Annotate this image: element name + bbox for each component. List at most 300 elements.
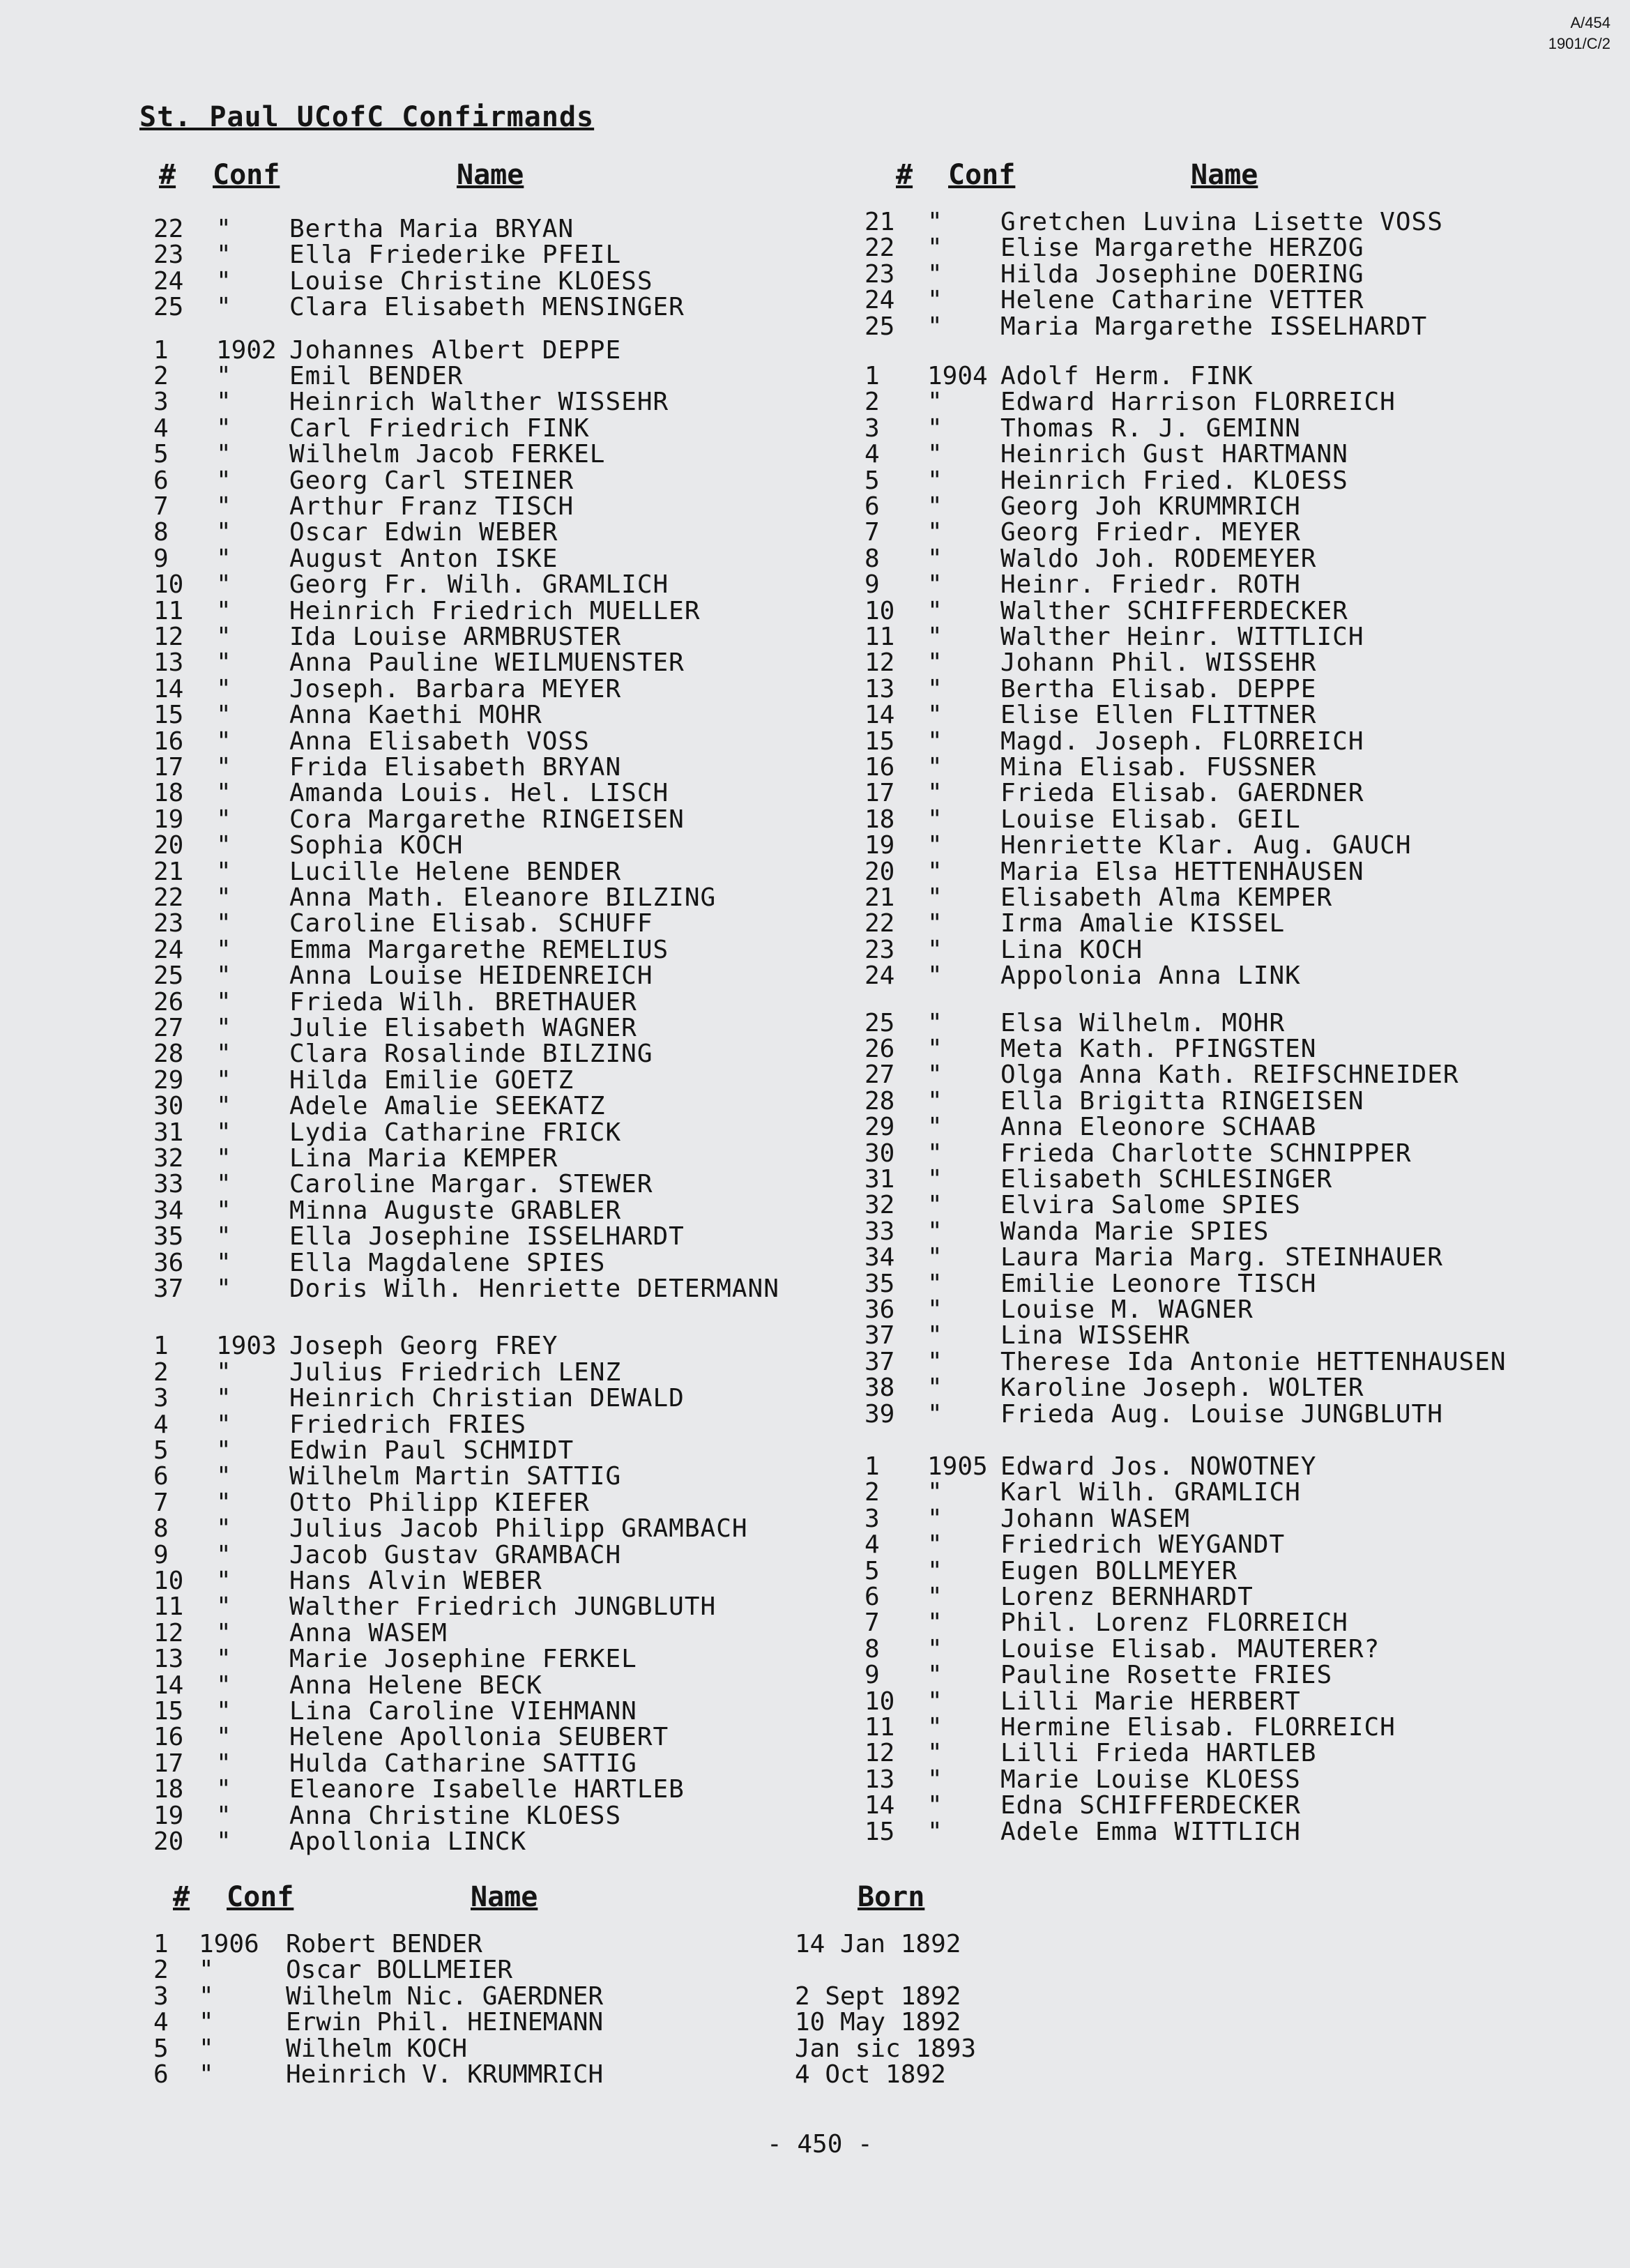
entry-number: 35	[864, 1269, 895, 1298]
entry-conf-year: "	[216, 1670, 231, 1700]
entry-name: Georg Joh KRUMMRICH	[1000, 492, 1301, 521]
bottom-header-conf: Conf	[227, 1881, 294, 1913]
entry-number: 23	[864, 259, 895, 289]
entry-conf-year: "	[927, 623, 943, 651]
entry-name: Edward Harrison FLORREICH	[1000, 388, 1396, 417]
entry-number: 32	[153, 1144, 184, 1173]
entry-conf-year: "	[216, 1248, 231, 1277]
entry-conf-year: "	[216, 1775, 231, 1804]
entry-conf-year: "	[927, 1217, 943, 1246]
entry-name: Marie Louise KLOESS	[1000, 1765, 1301, 1794]
entry-number: 18	[864, 805, 895, 834]
entry-conf-year: 1905	[927, 1452, 988, 1481]
entry-number: 13	[153, 648, 184, 678]
entry-name: Anna Louise HEIDENREICH	[289, 961, 653, 991]
entry-conf-year: "	[927, 805, 943, 834]
entry-name: Heinrich Gust HARTMANN	[1000, 440, 1348, 469]
entry-number: 11	[153, 1592, 184, 1622]
entry-conf-year: "	[216, 492, 231, 521]
entry-name: Pauline Rosette FRIES	[1000, 1661, 1333, 1690]
entry-number: 12	[153, 623, 184, 651]
entry-conf-year: "	[216, 961, 231, 991]
entry-conf-year: 1904	[927, 362, 988, 390]
entry-name: Heinrich Fried. KLOESS	[1000, 466, 1348, 495]
entry-number: 18	[153, 779, 184, 808]
entry-number: 21	[864, 883, 895, 912]
entry-name: Walther Friedrich JUNGBLUTH	[289, 1592, 717, 1622]
entry-number: 36	[864, 1295, 895, 1324]
entry-number: 1	[153, 335, 169, 365]
entry-number: 16	[153, 1723, 184, 1752]
entry-name: Wilhelm Martin SATTIG	[289, 1462, 622, 1491]
entry-number: 14	[864, 1791, 895, 1820]
entry-conf-year: "	[216, 857, 231, 886]
entry-number: 16	[864, 753, 895, 782]
entry-name: Ella Magdalene SPIES	[289, 1248, 606, 1277]
entry-name: Therese Ida Antonie HETTENHAUSEN	[1000, 1347, 1507, 1376]
entry-conf-year: 1906	[199, 1930, 259, 1958]
entry-conf-year: "	[927, 1060, 943, 1090]
entry-number: 6	[153, 1462, 169, 1491]
entry-name: Julius Friedrich LENZ	[289, 1357, 622, 1387]
right-header-conf: Conf	[948, 159, 1016, 191]
entry-conf-year: "	[216, 241, 231, 270]
entry-conf-year: "	[927, 208, 943, 236]
reference-line-1: A/454	[1570, 14, 1610, 31]
entry-conf-year: "	[216, 1723, 231, 1752]
entry-conf-year: "	[216, 1436, 231, 1465]
entry-conf-year: "	[216, 413, 231, 443]
entry-number: 11	[864, 623, 895, 651]
entry-conf-year: "	[927, 701, 943, 730]
entry-conf-year: "	[927, 1504, 943, 1533]
entry-conf-year: "	[216, 701, 231, 730]
entry-conf-year: "	[927, 440, 943, 469]
entry-conf-year: "	[927, 1817, 943, 1846]
entry-number: 7	[864, 518, 880, 547]
entry-number: 9	[864, 570, 880, 600]
entry-name: Heinrich Christian DEWALD	[289, 1384, 685, 1413]
entry-number: 4	[153, 2008, 169, 2037]
entry-name: Joseph Georg FREY	[289, 1332, 558, 1361]
bottom-header-name: Name	[471, 1881, 538, 1913]
entry-conf-year: "	[216, 1540, 231, 1569]
right-header-num: #	[896, 159, 913, 191]
entry-conf-year: "	[216, 466, 231, 495]
entry-number: 30	[864, 1139, 895, 1168]
entry-name: Olga Anna Kath. REIFSCHNEIDER	[1000, 1060, 1459, 1090]
entry-name: Walther SCHIFFERDECKER	[1000, 596, 1348, 625]
entry-conf-year: "	[927, 1713, 943, 1742]
entry-conf-year: "	[927, 570, 943, 600]
entry-conf-year: "	[927, 935, 943, 964]
entry-name: Jacob Gustav GRAMBACH	[289, 1540, 622, 1569]
entry-conf-year: "	[927, 1399, 943, 1429]
entry-conf-year: "	[927, 1269, 943, 1298]
entry-number: 29	[153, 1065, 184, 1095]
entry-name: Lorenz BERNHARDT	[1000, 1583, 1254, 1611]
entry-conf-year: "	[216, 674, 231, 703]
entry-name: Minna Auguste GRABLER	[289, 1196, 622, 1225]
entry-conf-year: "	[216, 1697, 231, 1726]
entry-name: Henriette Klar. Aug. GAUCH	[1000, 831, 1412, 860]
entry-number: 10	[153, 1567, 184, 1595]
entry-number: 39	[864, 1399, 895, 1429]
entry-conf-year: "	[216, 1274, 231, 1303]
entry-name: Lina KOCH	[1000, 935, 1143, 964]
entry-number: 11	[153, 596, 184, 625]
page-title: St. Paul UCofC Confirmands	[139, 101, 595, 133]
entry-number: 3	[153, 388, 169, 417]
entry-name: Karoline Joseph. WOLTER	[1000, 1373, 1364, 1403]
entry-conf-year: "	[199, 2060, 214, 2089]
entry-name: Georg Carl STEINER	[289, 466, 574, 495]
entry-number: 12	[864, 648, 895, 678]
entry-number: 22	[153, 215, 184, 243]
entry-conf-year: "	[927, 1243, 943, 1272]
entry-conf-year: "	[216, 1092, 231, 1121]
entry-number: 2	[153, 1357, 169, 1387]
entry-name: Amanda Louis. Hel. LISCH	[289, 779, 669, 808]
entry-number: 20	[153, 831, 184, 860]
entry-name: Helene Catharine VETTER	[1000, 286, 1364, 315]
entry-number: 6	[153, 466, 169, 495]
entry-name: Julius Jacob Philipp GRAMBACH	[289, 1514, 748, 1544]
entry-name: Joseph. Barbara MEYER	[289, 674, 622, 703]
entry-conf-year: "	[927, 857, 943, 886]
entry-name: Heinrich Walther WISSEHR	[289, 388, 669, 417]
entry-conf-year: "	[927, 1608, 943, 1638]
entry-name: Clara Rosalinde BILZING	[289, 1040, 653, 1069]
entry-conf-year: "	[927, 1687, 943, 1716]
entry-conf-year: "	[927, 1530, 943, 1560]
reference-line-2: 1901/C/2	[1548, 35, 1610, 52]
entry-number: 19	[864, 831, 895, 860]
entry-name: Anna Helene BECK	[289, 1670, 542, 1700]
entry-name: Ella Friederike PFEIL	[289, 241, 622, 270]
entry-conf-year: "	[927, 492, 943, 521]
entry-name: Meta Kath. PFINGSTEN	[1000, 1035, 1317, 1063]
entry-name: Anna Christine KLOESS	[289, 1801, 622, 1830]
entry-name: Anna Eleonore SCHAAB	[1000, 1113, 1317, 1142]
entry-number: 25	[153, 961, 184, 991]
entry-conf-year: "	[927, 312, 943, 341]
entry-conf-year: "	[927, 831, 943, 860]
entry-number: 14	[864, 701, 895, 730]
entry-name: Wilhelm Nic. GAERDNER	[286, 1981, 604, 2011]
entry-conf-year: "	[216, 1144, 231, 1173]
entry-number: 5	[153, 440, 169, 469]
entry-name: Appolonia Anna LINK	[1000, 961, 1301, 991]
entry-conf-year: "	[927, 413, 943, 443]
entry-name: Oscar Edwin WEBER	[289, 518, 558, 547]
entry-conf-year: "	[216, 440, 231, 469]
entry-number: 23	[864, 935, 895, 964]
entry-conf-year: "	[216, 1014, 231, 1042]
entry-name: Johann Phil. WISSEHR	[1000, 648, 1317, 678]
entry-name: Johann WASEM	[1000, 1504, 1191, 1533]
entry-number: 9	[153, 1540, 169, 1569]
entry-conf-year: "	[216, 1618, 231, 1647]
entry-conf-year: "	[927, 961, 943, 991]
entry-number: 18	[153, 1775, 184, 1804]
bottom-header-born: Born	[858, 1881, 925, 1913]
entry-conf-year: "	[927, 1295, 943, 1324]
entry-number: 33	[153, 1170, 184, 1199]
entry-number: 28	[864, 1086, 895, 1116]
entry-number: 38	[864, 1373, 895, 1403]
entry-number: 1	[864, 1452, 880, 1481]
entry-born: 14 Jan 1892	[795, 1930, 961, 1958]
entry-number: 23	[153, 241, 184, 270]
entry-conf-year: "	[927, 1634, 943, 1664]
entry-number: 1	[864, 362, 880, 390]
entry-born: Jan sic 1893	[795, 2034, 977, 2063]
entry-name: Eugen BOLLMEYER	[1000, 1556, 1238, 1585]
entry-number: 5	[153, 2034, 169, 2063]
entry-name: Oscar BOLLMEIER	[286, 1956, 513, 1985]
entry-name: Hans Alvin WEBER	[289, 1567, 542, 1595]
entry-conf-year: "	[216, 1222, 231, 1251]
entry-born: 2 Sept 1892	[795, 1981, 961, 2011]
entry-name: Frieda Charlotte SCHNIPPER	[1000, 1139, 1412, 1168]
entry-number: 24	[864, 286, 895, 315]
entry-name: Frida Elisabeth BRYAN	[289, 753, 622, 782]
entry-number: 8	[864, 544, 880, 573]
entry-name: Marie Josephine FERKEL	[289, 1645, 637, 1674]
entry-number: 25	[153, 293, 184, 322]
entry-name: Erwin Phil. HEINEMANN	[286, 2008, 604, 2037]
entry-number: 3	[864, 1504, 880, 1533]
entry-conf-year: "	[927, 1556, 943, 1585]
entry-number: 5	[864, 466, 880, 495]
entry-name: Emilie Leonore TISCH	[1000, 1269, 1317, 1298]
entry-number: 34	[153, 1196, 184, 1225]
entry-conf-year: "	[927, 909, 943, 938]
entry-name: Gretchen Luvina Lisette VOSS	[1000, 208, 1443, 236]
entry-name: Emil BENDER	[289, 362, 464, 390]
right-header-name: Name	[1191, 159, 1258, 191]
entry-conf-year: "	[927, 286, 943, 315]
entry-name: Lina Caroline VIEHMANN	[289, 1697, 637, 1726]
entry-conf-year: "	[199, 2008, 214, 2037]
entry-name: Louise Elisab. MAUTERER?	[1000, 1634, 1380, 1664]
entry-conf-year: "	[216, 883, 231, 912]
entry-conf-year: "	[927, 674, 943, 703]
entry-number: 31	[153, 1118, 184, 1147]
entry-conf-year: "	[927, 1791, 943, 1820]
entry-conf-year: "	[927, 883, 943, 912]
entry-conf-year: "	[216, 215, 231, 243]
entry-number: 15	[153, 701, 184, 730]
entry-name: Anna Math. Eleanore BILZING	[289, 883, 717, 912]
entry-name: Hulda Catharine SATTIG	[289, 1749, 637, 1778]
entry-name: Maria Elsa HETTENHAUSEN	[1000, 857, 1364, 886]
entry-number: 6	[864, 1583, 880, 1611]
entry-number: 6	[153, 2060, 169, 2089]
entry-number: 10	[864, 596, 895, 625]
entry-number: 1	[153, 1930, 169, 1958]
entry-number: 14	[153, 1670, 184, 1700]
entry-conf-year: "	[216, 596, 231, 625]
entry-number: 3	[153, 1384, 169, 1413]
entry-name: Lina Maria KEMPER	[289, 1144, 558, 1173]
entry-name: August Anton ISKE	[289, 544, 558, 573]
entry-name: Waldo Joh. RODEMEYER	[1000, 544, 1317, 573]
entry-conf-year: "	[927, 1321, 943, 1350]
entry-name: Elsa Wilhelm. MOHR	[1000, 1008, 1286, 1037]
entry-number: 35	[153, 1222, 184, 1251]
entry-name: Heinrich V. KRUMMRICH	[286, 2060, 604, 2089]
entry-name: Robert BENDER	[286, 1930, 482, 1958]
entry-name: Anna WASEM	[289, 1618, 448, 1647]
entry-name: Clara Elisabeth MENSINGER	[289, 293, 685, 322]
entry-number: 4	[153, 1410, 169, 1439]
entry-conf-year: "	[927, 726, 943, 756]
entry-name: Georg Friedr. MEYER	[1000, 518, 1301, 547]
entry-conf-year: "	[927, 544, 943, 573]
entry-name: Lilli Marie HERBERT	[1000, 1687, 1301, 1716]
entry-name: Karl Wilh. GRAMLICH	[1000, 1478, 1301, 1507]
entry-number: 14	[153, 674, 184, 703]
entry-number: 37	[864, 1347, 895, 1376]
entry-number: 23	[153, 909, 184, 938]
entry-number: 29	[864, 1113, 895, 1142]
entry-conf-year: "	[199, 1956, 214, 1985]
entry-name: Irma Amalie KISSEL	[1000, 909, 1286, 938]
entry-number: 22	[153, 883, 184, 912]
entry-name: Lilli Frieda HARTLEB	[1000, 1739, 1317, 1768]
entry-name: Lucille Helene BENDER	[289, 857, 622, 886]
entry-conf-year: "	[927, 1191, 943, 1220]
entry-number: 33	[864, 1217, 895, 1246]
entry-conf-year: "	[216, 623, 231, 651]
entry-name: Elisabeth Alma KEMPER	[1000, 883, 1333, 912]
entry-name: Anna Pauline WEILMUENSTER	[289, 648, 685, 678]
left-header-num: #	[159, 159, 176, 191]
entry-number: 30	[153, 1092, 184, 1121]
entry-number: 27	[864, 1060, 895, 1090]
reference-code	[1548, 13, 1610, 54]
entry-number: 8	[153, 518, 169, 547]
entry-conf-year: "	[216, 266, 231, 296]
entry-number: 15	[864, 1817, 895, 1846]
entry-conf-year: 1903	[216, 1332, 277, 1361]
entry-number: 7	[153, 492, 169, 521]
entry-number: 34	[864, 1243, 895, 1272]
entry-number: 4	[153, 413, 169, 443]
entry-conf-year: "	[199, 2034, 214, 2063]
entry-number: 11	[864, 1713, 895, 1742]
entry-name: Magd. Joseph. FLORREICH	[1000, 726, 1364, 756]
entry-number: 37	[153, 1274, 184, 1303]
entry-conf-year: "	[927, 466, 943, 495]
entry-number: 13	[864, 1765, 895, 1794]
entry-number: 37	[864, 1321, 895, 1350]
entry-name: Louise M. WAGNER	[1000, 1295, 1254, 1324]
entry-name: Eleanore Isabelle HARTLEB	[289, 1775, 685, 1804]
entry-conf-year: "	[216, 753, 231, 782]
entry-conf-year: "	[216, 1040, 231, 1069]
entry-number: 20	[153, 1827, 184, 1856]
entry-name: Bertha Maria BRYAN	[289, 215, 574, 243]
entry-name: Elisabeth SCHLESINGER	[1000, 1165, 1333, 1194]
entry-conf-year: "	[927, 1583, 943, 1611]
page-number: - 450 -	[767, 2130, 873, 2159]
entry-conf-year: "	[216, 779, 231, 808]
entry-conf-year: "	[927, 1113, 943, 1142]
entry-name: Ida Louise ARMBRUSTER	[289, 623, 622, 651]
entry-number: 19	[153, 805, 184, 834]
entry-number: 7	[153, 1488, 169, 1517]
entry-name: Sophia KOCH	[289, 831, 464, 860]
entry-number: 24	[153, 935, 184, 964]
entry-number: 17	[153, 753, 184, 782]
entry-number: 13	[153, 1645, 184, 1674]
entry-name: Bertha Elisab. DEPPE	[1000, 674, 1317, 703]
left-header-conf: Conf	[213, 159, 280, 191]
entry-name: Carl Friedrich FINK	[289, 413, 590, 443]
entry-name: Wilhelm KOCH	[286, 2034, 468, 2063]
entry-name: Lydia Catharine FRICK	[289, 1118, 622, 1147]
entry-number: 9	[153, 544, 169, 573]
entry-conf-year: "	[216, 1801, 231, 1830]
entry-name: Apollonia LINCK	[289, 1827, 527, 1856]
entry-number: 10	[864, 1687, 895, 1716]
entry-number: 16	[153, 726, 184, 756]
entry-conf-year: "	[927, 1139, 943, 1168]
entry-number: 32	[864, 1191, 895, 1220]
entry-name: Friedrich FRIES	[289, 1410, 527, 1439]
entry-name: Edwin Paul SCHMIDT	[289, 1436, 574, 1465]
entry-number: 3	[153, 1981, 169, 2011]
entry-name: Maria Margarethe ISSELHARDT	[1000, 312, 1428, 341]
entry-number: 4	[864, 1530, 880, 1560]
entry-conf-year: "	[216, 805, 231, 834]
entry-number: 6	[864, 492, 880, 521]
entry-name: Ella Brigitta RINGEISEN	[1000, 1086, 1364, 1116]
entry-name: Walther Heinr. WITTLICH	[1000, 623, 1364, 651]
left-header-name: Name	[457, 159, 524, 191]
entry-number: 12	[864, 1739, 895, 1768]
entry-conf-year: "	[216, 1645, 231, 1674]
entry-conf-year: "	[927, 779, 943, 808]
entry-conf-year: "	[216, 293, 231, 322]
entry-name: Cora Margarethe RINGEISEN	[289, 805, 685, 834]
entry-number: 1	[153, 1332, 169, 1361]
entry-name: Otto Philipp KIEFER	[289, 1488, 590, 1517]
entry-name: Edna SCHIFFERDECKER	[1000, 1791, 1301, 1820]
entry-name: Elise Margarethe HERZOG	[1000, 234, 1364, 263]
entry-conf-year: "	[216, 1488, 231, 1517]
entry-name: Anna Kaethi MOHR	[289, 701, 542, 730]
entry-conf-year: "	[216, 648, 231, 678]
entry-conf-year: "	[927, 1739, 943, 1768]
entry-conf-year: "	[216, 1462, 231, 1491]
entry-name: Helene Apollonia SEUBERT	[289, 1723, 669, 1752]
entry-name: Ella Josephine ISSELHARDT	[289, 1222, 685, 1251]
entry-conf-year: "	[927, 753, 943, 782]
entry-name: Arthur Franz TISCH	[289, 492, 574, 521]
entry-conf-year: "	[216, 1357, 231, 1387]
entry-conf-year: "	[216, 1065, 231, 1095]
entry-name: Anna Elisabeth VOSS	[289, 726, 590, 756]
entry-conf-year: "	[216, 1196, 231, 1225]
entry-number: 8	[153, 1514, 169, 1544]
entry-number: 7	[864, 1608, 880, 1638]
entry-number: 31	[864, 1165, 895, 1194]
entry-name: Adolf Herm. FINK	[1000, 362, 1254, 390]
